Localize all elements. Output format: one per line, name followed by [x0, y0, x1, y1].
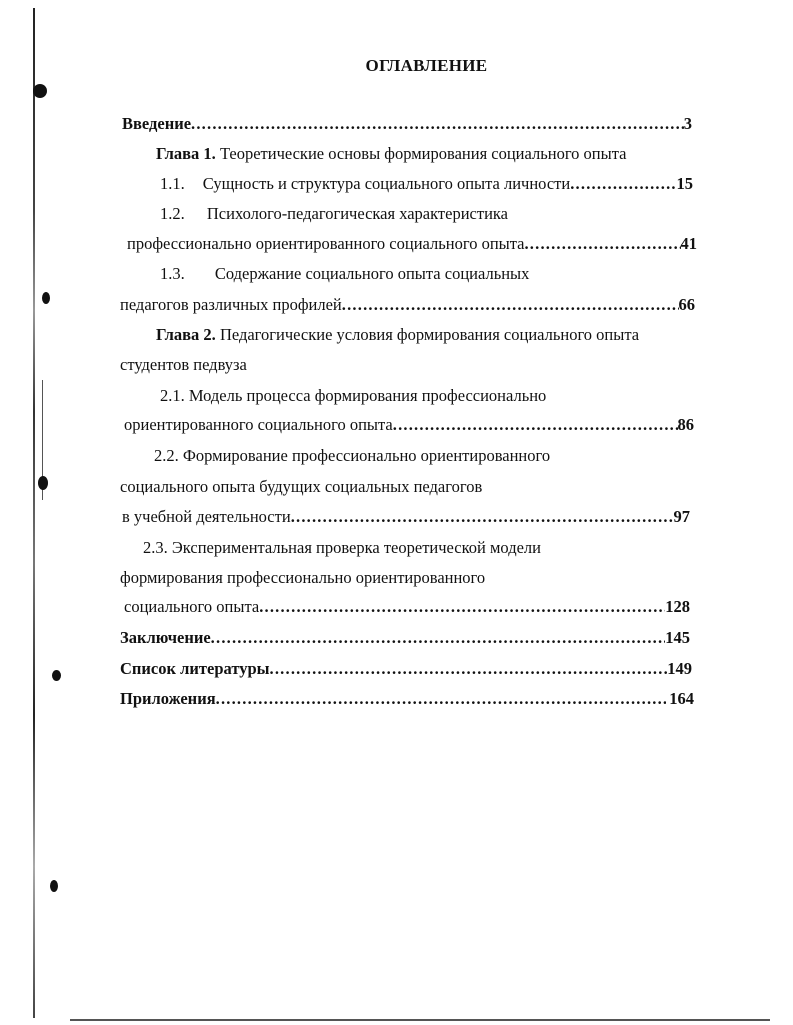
- toc-leader: [259, 596, 665, 618]
- toc-entry-appendices: [120, 688, 694, 710]
- toc-entry-2-1-line1: 2.1. Модель процесса формирования профессионально: [160, 386, 547, 405]
- toc-page-number: 97: [673, 507, 690, 526]
- toc-label: Сущность и структура социального опыта личности: [202, 174, 571, 193]
- toc-leader: [291, 506, 674, 528]
- toc-label: социального опыта: [124, 597, 260, 616]
- toc-entry-conclusion: [120, 627, 690, 649]
- toc-leader: [216, 688, 667, 710]
- toc-label: Список литературы: [120, 659, 270, 678]
- toc-page-number: 86: [677, 415, 694, 434]
- toc-chapter-prefix: Глава 1.: [156, 144, 216, 163]
- toc-chapter-title: Теоретические основы формирования социального опыта: [219, 144, 627, 163]
- toc-label: Заключение: [120, 628, 211, 647]
- toc-chapter-2-line1: [156, 324, 639, 346]
- toc-label: ориентированного социального опыта: [124, 415, 393, 434]
- toc-page-number: 3: [683, 114, 692, 133]
- toc-entry-2-2-line2: социального опыта будущих социальных педагогов: [120, 477, 483, 496]
- toc-chapter-title: Педагогические условия формирования социального опыта: [219, 325, 640, 344]
- toc-section-number: 1.2.: [160, 204, 185, 223]
- toc-entry-1-2-line1: [160, 203, 508, 225]
- toc-label: профессионально ориентированного социального опыта: [127, 234, 525, 253]
- toc-entry-2-2-line1: 2.2. Формирование профессионально ориентированного: [154, 446, 551, 465]
- toc-chapter-prefix: Глава 2.: [156, 325, 216, 344]
- toc-leader: [270, 658, 668, 680]
- toc-page-number: 15: [676, 174, 693, 193]
- toc-label: Содержание социального опыта социальных: [214, 264, 530, 283]
- punch-hole-mark: [52, 670, 61, 681]
- toc-page-number: 66: [678, 295, 695, 314]
- toc-leader: [393, 414, 678, 436]
- toc-entry-1-2-line2: [127, 233, 697, 255]
- toc-chapter-1: [156, 143, 626, 165]
- toc-entry-2-3-line3: [124, 596, 690, 618]
- toc-entry-2-3-line2: формирования профессионально ориентированного: [120, 568, 486, 587]
- toc-entry-1-1: [160, 173, 693, 195]
- toc-label: Введение: [122, 114, 192, 133]
- page-title: ОГЛАВЛЕНИЕ: [365, 56, 488, 75]
- toc-page-number: 145: [665, 628, 690, 647]
- punch-hole-mark: [38, 476, 48, 490]
- toc-label: в учебной деятельности: [122, 507, 291, 526]
- toc-entry-2-1-line2: [124, 414, 694, 436]
- toc-section-number: 1.3.: [160, 264, 185, 283]
- toc-entry-1-3-line1: [160, 263, 529, 285]
- toc-entry-2-2-line3: [122, 506, 690, 528]
- toc-entry-1-3-line2: [120, 294, 695, 316]
- toc-page-number: 128: [665, 597, 690, 616]
- toc-entry-references: [120, 658, 692, 680]
- toc-entry-intro: [122, 113, 692, 135]
- punch-hole-mark: [42, 292, 50, 304]
- scan-bottom-edge: [70, 1019, 770, 1021]
- toc-leader: [211, 627, 666, 649]
- punch-hole-mark: [33, 84, 47, 98]
- toc-section-number: 1.1.: [160, 174, 185, 193]
- toc-leader: [570, 173, 676, 195]
- toc-page-number: 164: [669, 689, 694, 708]
- toc-entry-2-3-line1: 2.3. Экспериментальная проверка теоретической модели: [143, 538, 541, 557]
- toc-leader: [342, 294, 679, 316]
- scan-edge-line: [33, 8, 35, 1018]
- toc-label: Приложения: [120, 689, 216, 708]
- toc-chapter-2-line2: студентов педвуза: [120, 355, 247, 374]
- toc-leader: [191, 113, 684, 135]
- toc-leader: [524, 233, 680, 255]
- punch-hole-mark: [50, 880, 58, 892]
- toc-label: Психолого-педагогическая характеристика: [206, 204, 508, 223]
- toc-page-number: 149: [667, 659, 692, 678]
- toc-label: педагогов различных профилей: [120, 295, 342, 314]
- toc-page-number: 41: [680, 234, 697, 253]
